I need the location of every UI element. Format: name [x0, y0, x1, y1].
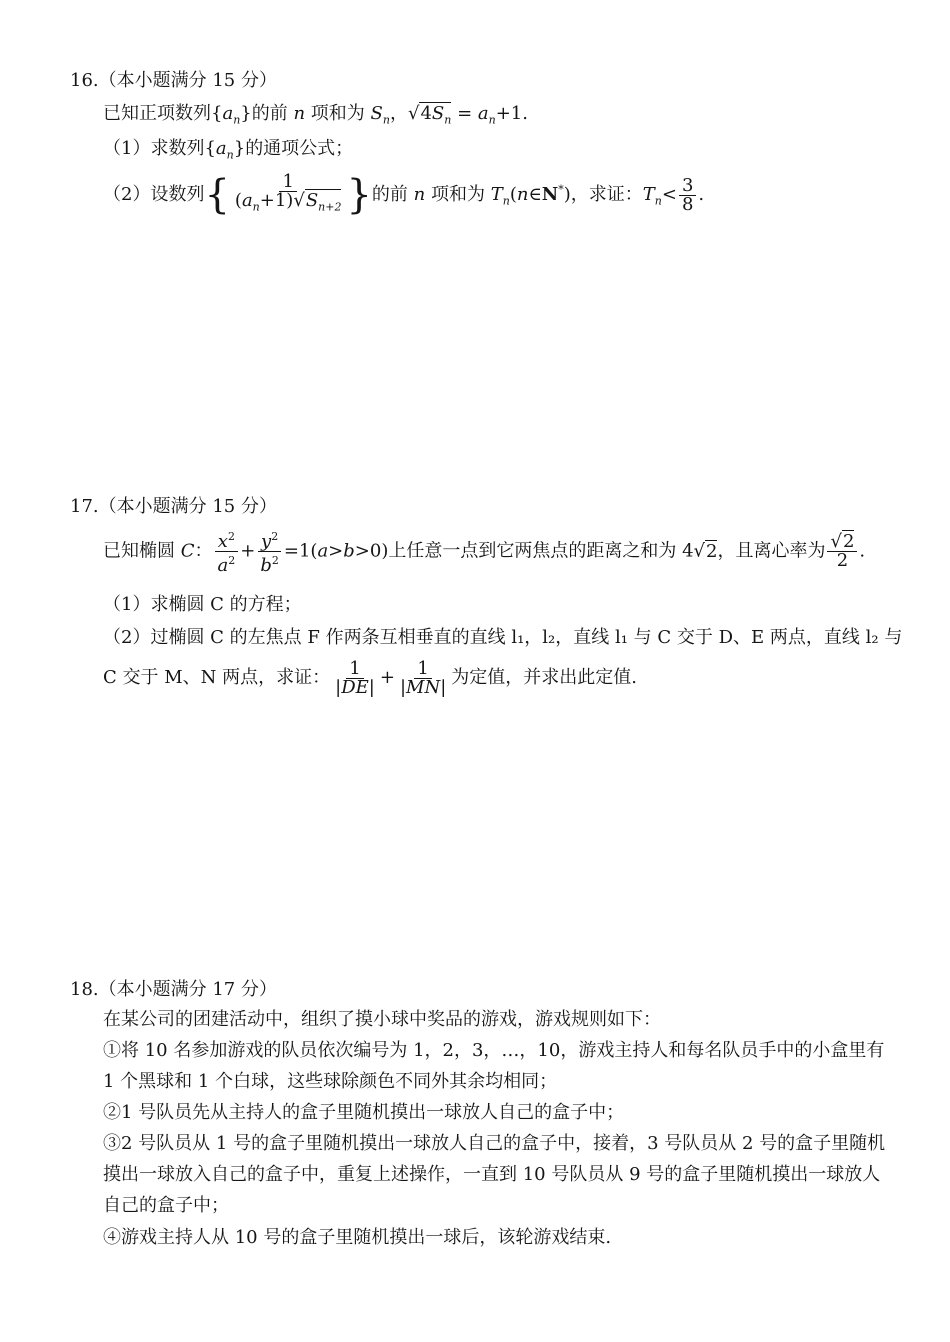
problem-18-line: 1 个黑球和 1 个白球，这些球除颜色不同外其余均相同； [103, 1071, 558, 1092]
problem-18-line: ④游戏主持人从 10 号的盒子里随机摸出一球后，该轮游戏结束. [103, 1227, 612, 1248]
problem-18-line: ③2 号队员从 1 号的盒子里随机摸出一球放人自己的盒子中，接着，3 号队员从 2 号的盒子里随机 [103, 1133, 886, 1154]
problem-17-intro: 已知椭圆 C： $\frac{x^2}{a^2}$ + $\frac{y^2}{b^2}$ =1(a>b>0)上任意一点到它两焦点的距离之和为 4√2，且离心率为 $\frac{√2}{2}$ . [103, 530, 866, 576]
problem-16-header: 16.（本小题满分 15 分） [70, 70, 277, 91]
problem-18-header: 18.（本小题满分 17 分） [70, 979, 277, 1000]
problem-18-line: 在某公司的团建活动中，组织了摸小球中奖品的游戏，游戏规则如下： [103, 1009, 661, 1030]
problem-18-line: 摸出一球放入自己的盒子中，重复上述操作，一直到 10 号队员从 9 号的盒子里随机摸出一球放人 [103, 1164, 881, 1185]
problem-17-question-2-line-1: （2）过椭圆 C 的左焦点 F 作两条互相垂直的直线 l₁，l₂，直线 l₁ 与 C 交于 D、E 两点，直线 l₂ 与 [103, 627, 903, 648]
problem-17-question-2-line-2: C 交于 M、N 两点，求证： $\frac{1}{|DE|}$ + $\frac{1}{|MN|}$ 为定值，并求出此定值. [103, 657, 638, 698]
problem-16-intro: 已知正项数列$\{a_n\}$的前 n 项和为 $S_n$，$√4S_n = a_n+1$. [103, 103, 528, 127]
problem-18-line: ②1 号队员先从主持人的盒子里随机摸出一球放人自己的盒子中； [103, 1102, 625, 1123]
problem-17-header: 17.（本小题满分 15 分） [70, 496, 277, 517]
problem-16-question-2: （2）设数列{ $\frac{1}{(a_n+1)√S_{n+2}}$ }的前 n 项和为 $T_n(n\in N^*)$，求证：$T_n<$ $\frac{3}{8}$ . [103, 171, 705, 218]
problem-16-question-1: （1）求数列$\{a_n\}$的通项公式； [103, 138, 354, 162]
problem-17-question-1: （1）求椭圆 C 的方程； [103, 594, 302, 615]
problem-18-line: ①将 10 名参加游戏的队员依次编号为 1，2，3，…，10，游戏主持人和每名队员手中的小盒里有 [103, 1040, 885, 1061]
problem-18-line: 自己的盒子中； [103, 1195, 229, 1216]
